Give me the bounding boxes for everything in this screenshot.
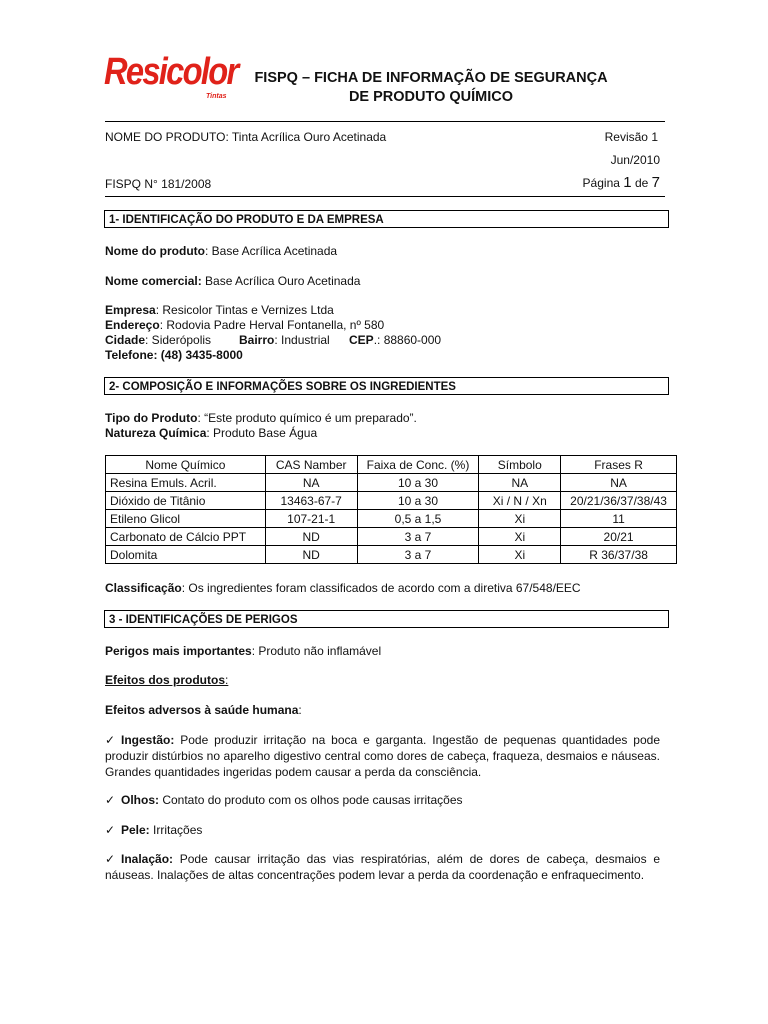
section-1-heading: 1- IDENTIFICAÇÃO DO PRODUTO E DA EMPRESA: [104, 210, 669, 228]
resicolor-logo: [104, 51, 238, 106]
inalacao-paragraph: [105, 851, 660, 883]
table-cell: 107-21-1: [265, 510, 357, 528]
table-header-cell: Faixa de Conc. (%): [357, 456, 479, 474]
table-cell: Carbonato de Cálcio PPT: [106, 528, 266, 546]
perigos: [105, 644, 381, 658]
table-cell: Resina Emuls. Acril.: [106, 474, 266, 492]
fispq-number: FISPQ N° 181/2008: [105, 177, 212, 191]
table-cell: 20/21: [561, 528, 677, 546]
table-cell: 10 a 30: [357, 492, 479, 510]
check-icon: ✓: [105, 733, 116, 747]
table-cell: Xi: [479, 546, 561, 564]
nome-comercial-label: Nome comercial:: [105, 274, 202, 288]
endereco: [105, 318, 384, 332]
perigos-value: : Produto não inflamável: [251, 644, 382, 658]
nome-comercial: [105, 274, 360, 288]
table-header-cell: CAS Namber: [265, 456, 357, 474]
cep-line: [349, 333, 441, 347]
table-row: [106, 510, 677, 528]
efeitos-produtos: [105, 673, 228, 687]
table-cell: Xi / N / Xn: [479, 492, 561, 510]
empresa-label: Empresa: [105, 303, 156, 317]
natureza-quimica-label: Natureza Química: [105, 426, 207, 440]
nome-produto-label: Nome do produto: [105, 244, 205, 258]
efeitos-adversos-label: Efeitos adversos à saúde humana: [105, 703, 299, 717]
inalacao-label: Inalação:: [121, 852, 174, 866]
olhos-text: Contato do produto com os olhos pode causas irritações: [159, 793, 463, 807]
logo-wordmark: Resicolor: [104, 51, 238, 93]
table-cell: Dióxido de Titânio: [106, 492, 266, 510]
page-current: 1: [623, 174, 632, 191]
section-2-heading: 2- COMPOSIÇÃO E INFORMAÇÕES SOBRE OS INGREDIENTES: [104, 377, 669, 395]
table-cell: NA: [561, 474, 677, 492]
section-3-heading: 3 - IDENTIFICAÇÕES DE PERIGOS: [104, 610, 669, 628]
empresa: [105, 303, 334, 317]
product-name-line: [105, 130, 386, 144]
telefone: Telefone: (48) 3435-8000: [105, 348, 243, 362]
efeitos-adversos-colon: :: [298, 703, 302, 717]
classificacao-value: : Os ingredientes foram classificados de acordo com a diretiva 67/548/EEC: [181, 581, 581, 595]
pele-paragraph: [105, 822, 660, 838]
meta-divider: [105, 196, 665, 197]
table-row: [106, 492, 677, 510]
check-icon: ✓: [105, 852, 116, 866]
document-title-line1: FISPQ – FICHA DE INFORMAÇÃO DE SEGURANÇA: [254, 70, 608, 86]
nome-comercial-value: Base Acrílica Ouro Acetinada: [201, 274, 361, 288]
natureza-quimica: [105, 426, 317, 440]
table-cell: Etileno Glicol: [106, 510, 266, 528]
revision-date: Jun/2010: [610, 153, 660, 167]
endereco-value: : Rodovia Padre Herval Fontanella, nº 580: [159, 318, 385, 332]
table-cell: 0,5 a 1,5: [357, 510, 479, 528]
tipo-produto-value: : “Este produto químico é um preparado”.: [197, 411, 417, 425]
pele-label: Pele:: [121, 823, 150, 837]
table-cell: 20/21/36/37/38/43: [561, 492, 677, 510]
page-total: 7: [651, 174, 660, 191]
classificacao: [105, 581, 581, 595]
page-indicator: [583, 174, 660, 191]
table-cell: Dolomita: [106, 546, 266, 564]
efeitos-adversos: [105, 703, 302, 717]
table-cell: ND: [265, 528, 357, 546]
nome-produto: [105, 244, 337, 258]
table-header-cell: Nome Químico: [106, 456, 266, 474]
ingestao-label: Ingestão:: [121, 733, 175, 747]
bairro-line: [239, 333, 330, 347]
cep-value: .: 88860-000: [373, 333, 442, 347]
header-divider: [105, 121, 665, 122]
page-prefix: Página: [582, 176, 620, 190]
olhos-label: Olhos:: [121, 793, 159, 807]
product-name-value: Tinta Acrílica Ouro Acetinada: [231, 130, 387, 144]
nome-produto-value: : Base Acrílica Acetinada: [204, 244, 338, 258]
cidade-label: Cidade: [105, 333, 146, 347]
olhos-paragraph: [105, 792, 660, 808]
table-cell: NA: [479, 474, 561, 492]
page-of: de: [634, 176, 649, 190]
ingestao-paragraph: [105, 732, 660, 780]
table-cell: 10 a 30: [357, 474, 479, 492]
ingestao-text: Pode produzir irritação na boca e garganta. Ingestão de pequenas quantidades pode produzir distúrbios no aparelho digestivo central como dores de cabeça, fraqueza, desmaios e náuseas. Grandes quantidades ingeridas podem causar a perda da consciência.: [105, 733, 660, 779]
table-cell: R 36/37/38: [561, 546, 677, 564]
table-header-cell: Símbolo: [479, 456, 561, 474]
efeitos-produtos-colon: :: [225, 673, 229, 687]
bairro-label: Bairro: [239, 333, 275, 347]
document-title-line2: DE PRODUTO QUÍMICO: [348, 89, 514, 105]
bairro-value: : Industrial: [274, 333, 330, 347]
tipo-produto-label: Tipo do Produto: [105, 411, 198, 425]
inalacao-text: Pode causar irritação das vias respiratórias, além de dores de cabeça, desmaios e náuseas. Inalações de altas concentrações podem levar a perda da coordenação e enfraquecimento.: [105, 852, 660, 882]
cep-label: CEP: [349, 333, 374, 347]
cidade-line: [105, 333, 211, 347]
table-row: [106, 528, 677, 546]
table-cell: Xi: [479, 510, 561, 528]
ingredients-table: [105, 455, 677, 564]
natureza-quimica-value: : Produto Base Água: [206, 426, 318, 440]
tipo-produto: [105, 411, 417, 425]
table-cell: 3 a 7: [357, 546, 479, 564]
check-icon: ✓: [105, 793, 116, 807]
table-row: [106, 546, 677, 564]
product-name-label: NOME DO PRODUTO:: [105, 130, 229, 144]
empresa-value: : Resicolor Tintas e Vernizes Ltda: [155, 303, 334, 317]
pele-text: Irritações: [149, 823, 203, 837]
table-row: [106, 474, 677, 492]
table-cell: 13463-67-7: [265, 492, 357, 510]
efeitos-produtos-label: Efeitos dos produtos: [105, 673, 225, 687]
table-header-cell: Frases R: [561, 456, 677, 474]
perigos-label: Perigos mais importantes: [105, 644, 252, 658]
table-cell: Xi: [479, 528, 561, 546]
table-cell: 3 a 7: [357, 528, 479, 546]
classificacao-label: Classificação: [105, 581, 182, 595]
logo-subtitle: Tintas: [206, 93, 227, 100]
table-cell: NA: [265, 474, 357, 492]
table-header-row: [106, 456, 677, 474]
endereco-label: Endereço: [105, 318, 160, 332]
table-cell: ND: [265, 546, 357, 564]
revision: Revisão 1: [604, 130, 658, 144]
cidade-value: : Siderópolis: [145, 333, 212, 347]
check-icon: ✓: [105, 823, 116, 837]
table-cell: 11: [561, 510, 677, 528]
